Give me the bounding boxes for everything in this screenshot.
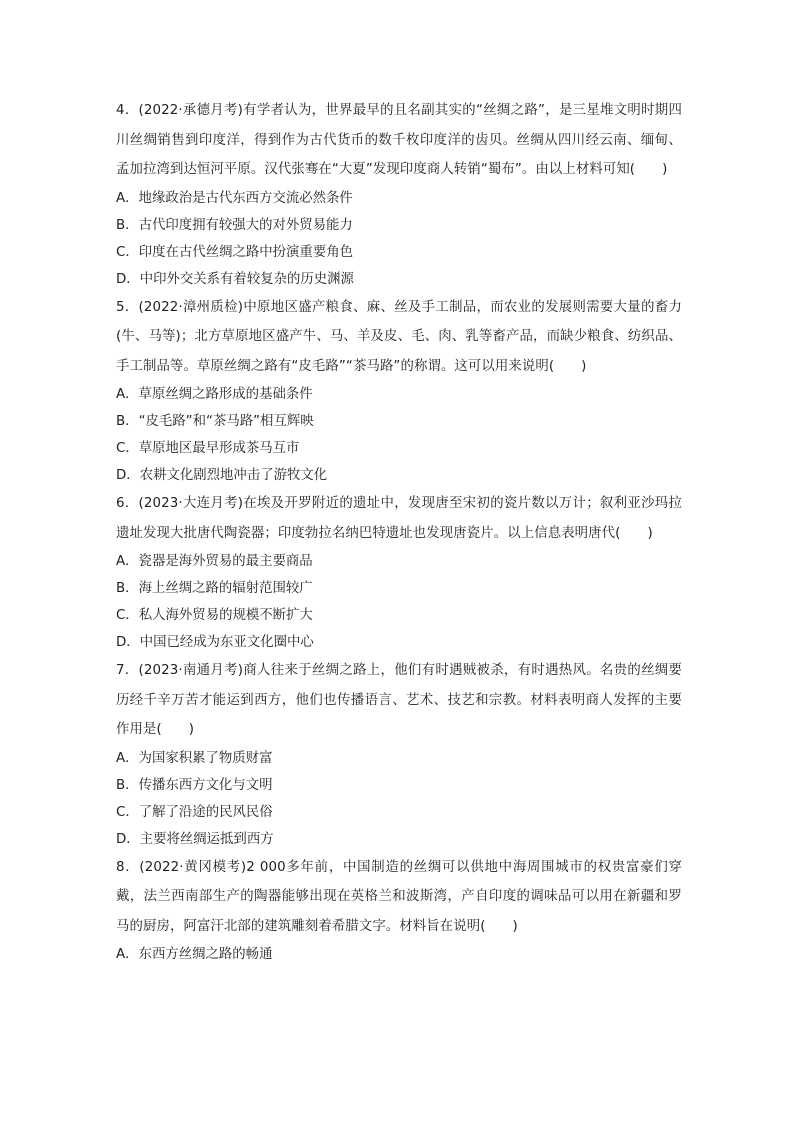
option-b: B．海上丝绸之路的辐射范围较广 — [116, 581, 313, 596]
question-6 — [116, 489, 682, 656]
option-b: B．传播东西方文化与文明 — [116, 777, 273, 793]
option-d: D．中国已经成为东亚文化圈中心 — [116, 635, 314, 650]
option-d: D．农耕文化剧烈地冲击了游牧文化 — [116, 468, 328, 483]
question-stem: 4．(2022·承德月考)有学者认为，世界最早的且名副其实的“丝绸之路”，是三星堆文明时期四川丝绸销售到印度洋，得到作为古代货币的数千枚印度洋的齿贝。丝绸从四川经云南、缅甸、孟加拉湾到达恒河平原。汉代张骞在“大夏”发现印度商人转销“蜀布”。由以上材料可知( ) — [116, 103, 682, 177]
option-c: C．草原地区最早形成茶马互市 — [116, 441, 300, 456]
question-stem: 5．(2022·漳州质检)中原地区盛产粮食、麻、丝及手工制品，而农业的发展则需要大量的畜力(牛、马等)；北方草原地区盛产牛、马、羊及皮、毛、肉、乳等畜产品，而缺少粮食、纺织品、手工制品等。草原丝绸之路有“皮毛路”“茶马路”的称谓。这可以用来说明( ) — [116, 299, 682, 374]
option-list — [116, 941, 682, 968]
option-a: A．草原丝绸之路形成的基础条件 — [116, 387, 313, 402]
option-d: D．中印外交关系有着较复杂的历史渊源 — [116, 271, 354, 287]
option-list — [116, 381, 682, 489]
question-list — [116, 96, 682, 968]
option-list — [116, 185, 682, 293]
question-4 — [116, 96, 682, 293]
question-stem: 8．(2022·黄冈模考)2 000多年前，中国制造的丝绸可以供地中海周围城市的权贵富豪们穿戴，法兰西南部生产的陶器能够出现在英格兰和波斯湾，产自印度的调味品可以用在新疆和罗马的厨房，阿富汗北部的建筑雕刻着希腊文字。材料旨在说明( ) — [116, 859, 682, 934]
option-list — [116, 548, 682, 656]
option-a: A．地缘政治是古代东西方交流必然条件 — [116, 190, 353, 206]
option-b: B．古代印度拥有较强大的对外贸易能力 — [116, 217, 353, 233]
question-stem: 6．(2023·大连月考)在埃及开罗附近的遗址中，发现唐至宋初的瓷片数以万计；叙利亚沙玛拉遗址发现大批唐代陶瓷器；印度勃拉名纳巴特遗址也发现唐瓷片。以上信息表明唐代( ) — [116, 496, 682, 541]
question-8 — [116, 853, 682, 969]
option-list — [116, 745, 682, 853]
question-5 — [116, 293, 682, 490]
option-d: D．主要将丝绸运抵到西方 — [116, 831, 274, 847]
option-a: A．东西方丝绸之路的畅通 — [116, 947, 273, 962]
option-a: A．为国家积累了物质财富 — [116, 750, 273, 766]
question-stem: 7．(2023·南通月考)商人往来于丝绸之路上，他们有时遇贼被杀，有时遇热风。名贵的丝绸要历经千辛万苦才能运到西方，他们也传播语言、艺术、技艺和宗教。材料表明商人发挥的主要作用是( ) — [116, 663, 682, 737]
option-b: B．“皮毛路”和“茶马路”相互辉映 — [116, 414, 314, 429]
option-c: C．了解了沿途的民风民俗 — [116, 804, 273, 820]
option-c: C．印度在古代丝绸之路中扮演重要角色 — [116, 244, 353, 260]
question-7 — [116, 656, 682, 853]
option-a: A．瓷器是海外贸易的最主要商品 — [116, 554, 313, 569]
option-c: C．私人海外贸易的规模不断扩大 — [116, 608, 313, 623]
